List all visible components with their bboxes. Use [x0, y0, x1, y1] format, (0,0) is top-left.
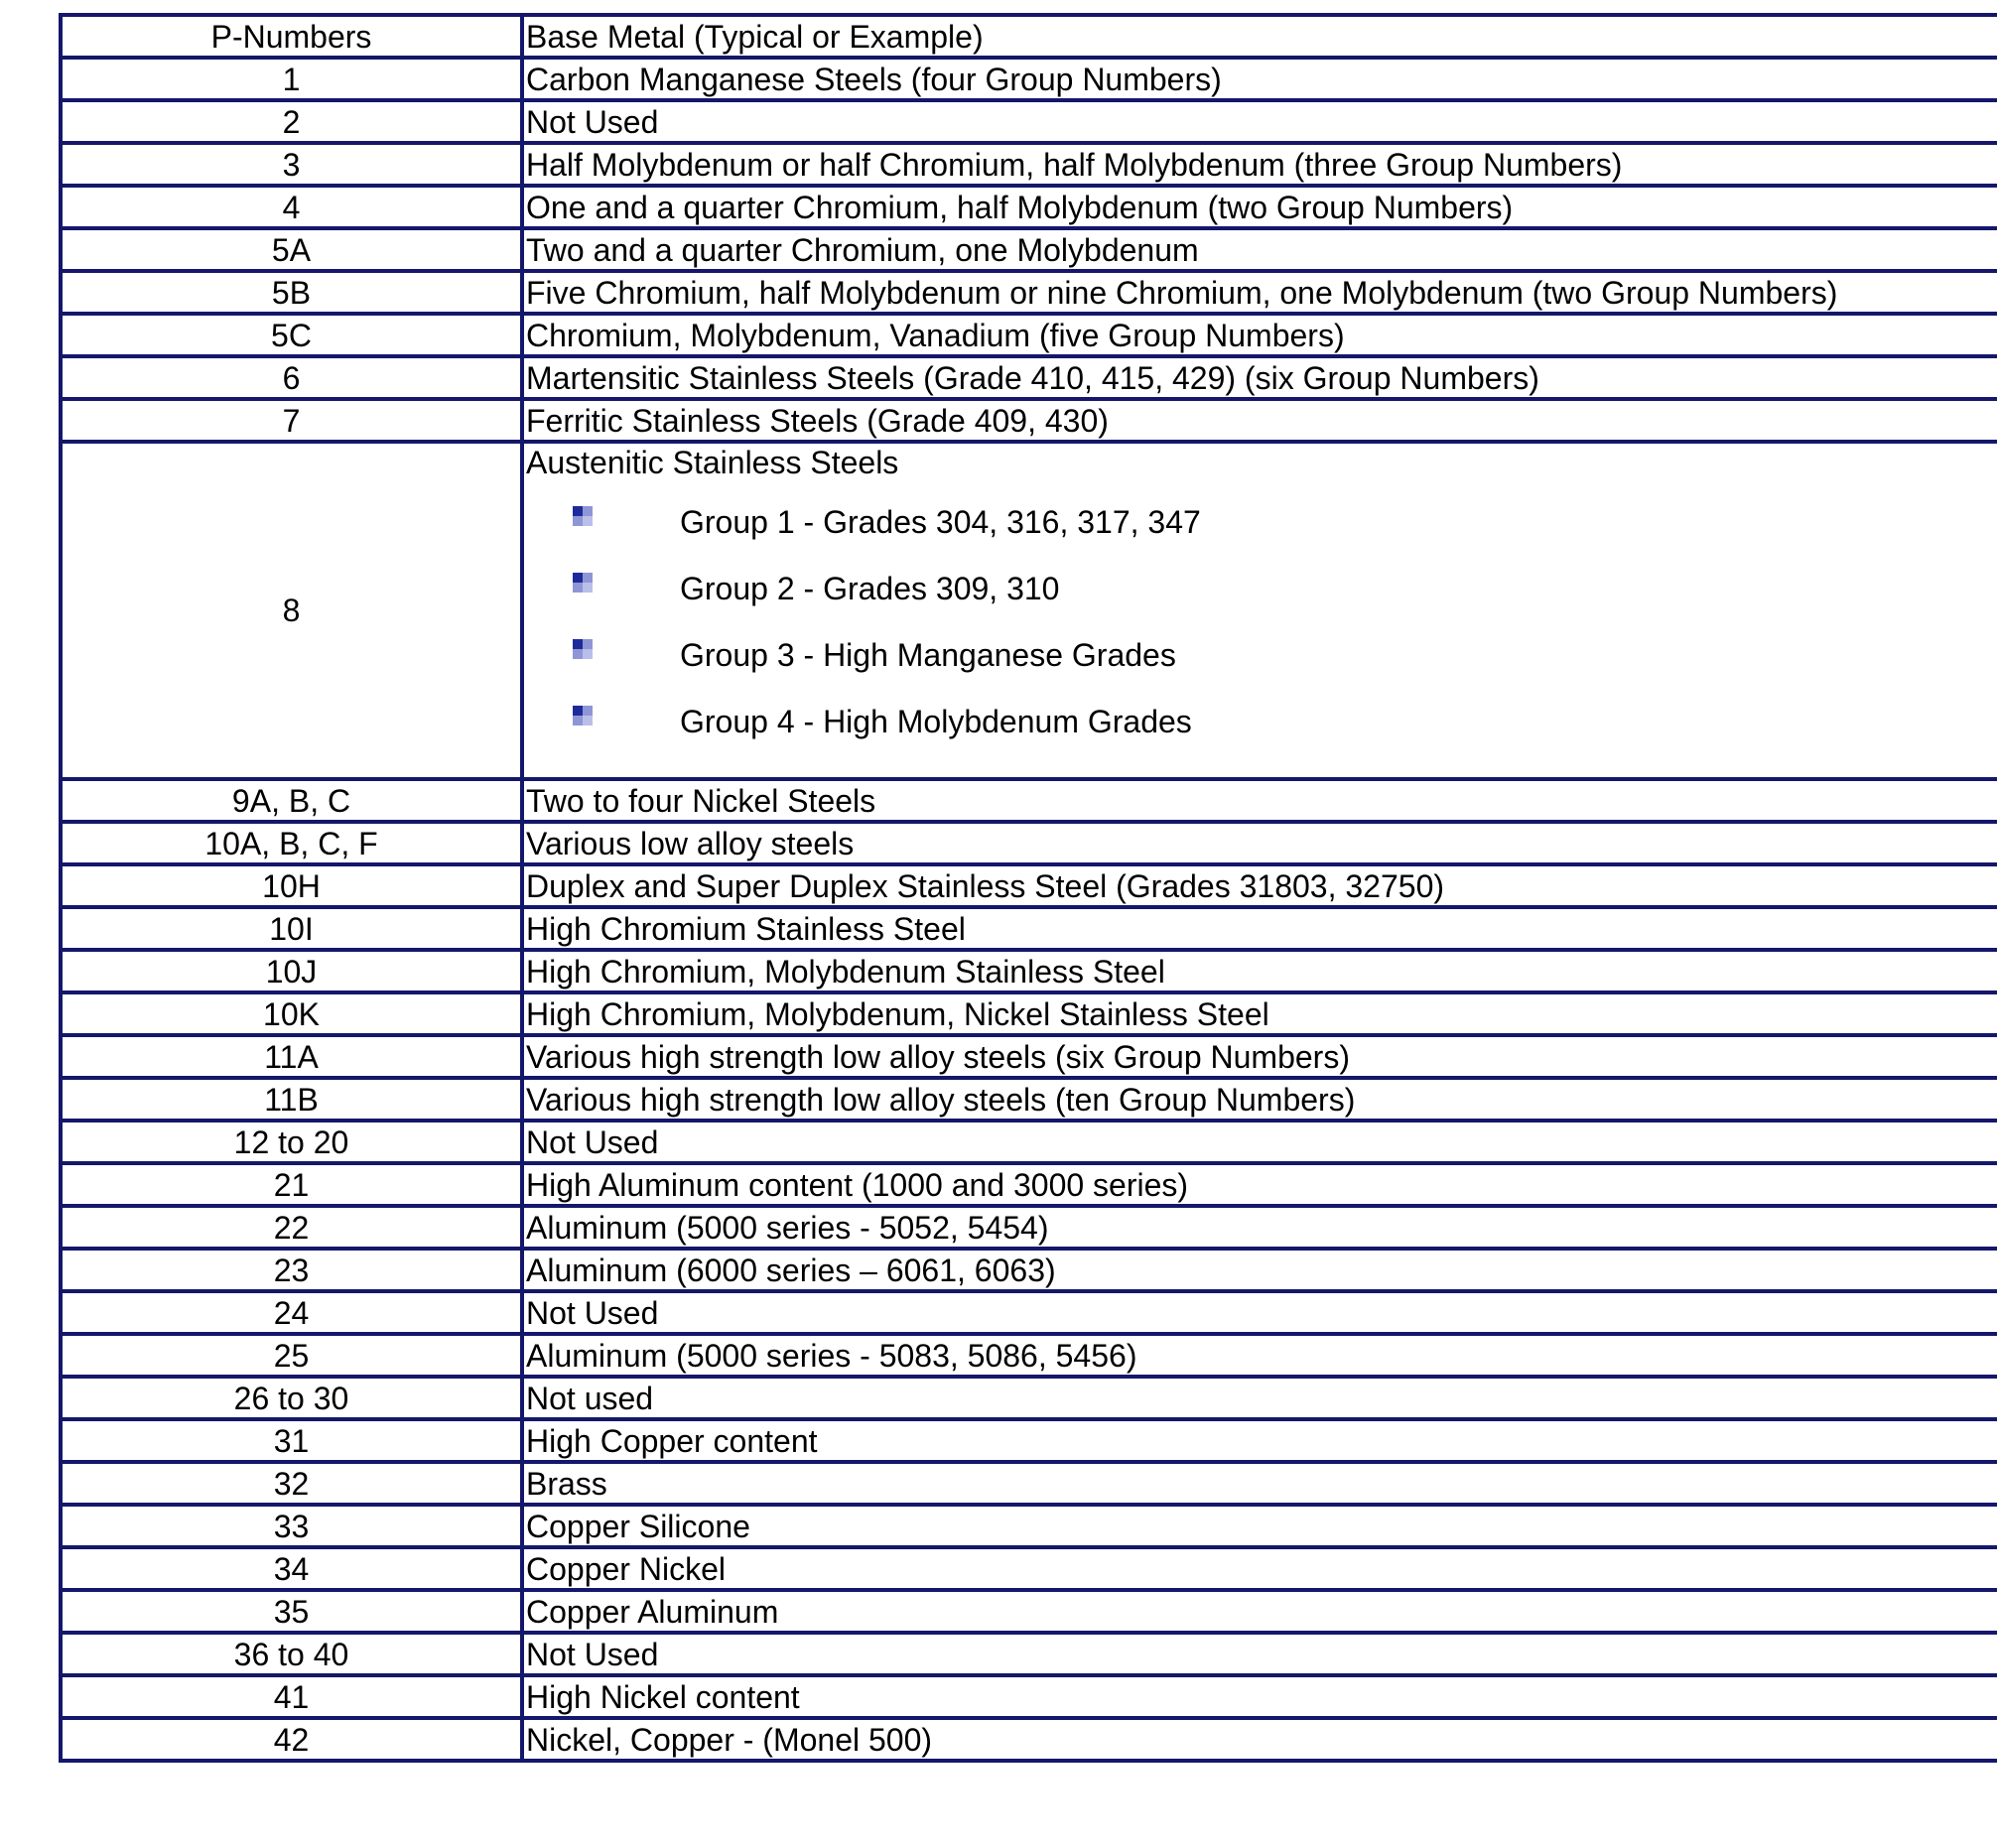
- table-row: [61, 1377, 1997, 1419]
- base-metal-cell: Various low alloy steels: [522, 822, 1997, 864]
- table-row: [61, 1718, 1997, 1761]
- base-metal-cell: Two and a quarter Chromium, one Molybdenum: [522, 228, 1997, 271]
- p-number-cell: 42: [61, 1718, 522, 1761]
- table-row: [61, 1419, 1997, 1462]
- p-number-cell: 25: [61, 1334, 522, 1377]
- group-list-item: [526, 489, 1997, 556]
- p-number-cell: 12 to 20: [61, 1121, 522, 1163]
- p-number-cell: 32: [61, 1462, 522, 1505]
- base-metal-cell: Brass: [522, 1462, 1997, 1505]
- table-row: [61, 1121, 1997, 1163]
- p-number-cell: 34: [61, 1547, 522, 1590]
- p-number-cell: 1: [61, 58, 522, 100]
- table-row: [61, 356, 1997, 399]
- table-row: [61, 1590, 1997, 1633]
- p-number-cell: 35: [61, 1590, 522, 1633]
- group-list-item: [526, 622, 1997, 689]
- base-metal-cell: Aluminum (5000 series - 5052, 5454): [522, 1206, 1997, 1249]
- group-list-item: [526, 689, 1997, 755]
- table-row: [61, 779, 1997, 822]
- base-metal-cell: Martensitic Stainless Steels (Grade 410, 415, 429) (six Group Numbers): [522, 356, 1997, 399]
- header-row: [61, 15, 1997, 58]
- p-number-cell: 5A: [61, 228, 522, 271]
- base-metal-cell: Copper Aluminum: [522, 1590, 1997, 1633]
- p-number-cell: 33: [61, 1505, 522, 1547]
- table-row: [61, 399, 1997, 442]
- p-number-cell: 10A, B, C, F: [61, 822, 522, 864]
- base-metal-cell: One and a quarter Chromium, half Molybdenum (two Group Numbers): [522, 186, 1997, 228]
- p-number-cell: 10J: [61, 950, 522, 992]
- base-metal-cell: Copper Nickel: [522, 1547, 1997, 1590]
- table-row: [61, 1462, 1997, 1505]
- base-metal-cell: Carbon Manganese Steels (four Group Numbers): [522, 58, 1997, 100]
- table-row: [61, 314, 1997, 356]
- base-metal-cell: High Nickel content: [522, 1675, 1997, 1718]
- base-metal-cell: Copper Silicone: [522, 1505, 1997, 1547]
- p-number-cell: 9A, B, C: [61, 779, 522, 822]
- table-row: [61, 1035, 1997, 1078]
- table-row: [61, 950, 1997, 992]
- p-number-cell: 26 to 30: [61, 1377, 522, 1419]
- table-row-austenitic: [61, 442, 1997, 779]
- p-numbers-table: [59, 13, 1997, 1763]
- base-metal-cell: High Aluminum content (1000 and 3000 series): [522, 1163, 1997, 1206]
- group-text: Group 2 - Grades 309, 310: [680, 571, 1060, 606]
- base-metal-cell: Half Molybdenum or half Chromium, half Molybdenum (three Group Numbers): [522, 143, 1997, 186]
- square-bullet-icon: [573, 573, 593, 593]
- p-number-cell: 3: [61, 143, 522, 186]
- table-row: [61, 186, 1997, 228]
- header-base-metal: Base Metal (Typical or Example): [522, 15, 1997, 58]
- table-row: [61, 1249, 1997, 1291]
- table-row: [61, 1675, 1997, 1718]
- p-number-cell: 11A: [61, 1035, 522, 1078]
- base-metal-cell: High Chromium Stainless Steel: [522, 907, 1997, 950]
- p-number-cell: 5C: [61, 314, 522, 356]
- base-metal-cell: Nickel, Copper - (Monel 500): [522, 1718, 1997, 1761]
- table-row: [61, 864, 1997, 907]
- base-metal-cell: Not Used: [522, 1633, 1997, 1675]
- group-text: Group 4 - High Molybdenum Grades: [680, 704, 1192, 739]
- table-row: [61, 1206, 1997, 1249]
- p-number-cell: 5B: [61, 271, 522, 314]
- p-number-cell: 10K: [61, 992, 522, 1035]
- base-metal-cell: [522, 442, 1997, 779]
- base-metal-cell: Chromium, Molybdenum, Vanadium (five Group Numbers): [522, 314, 1997, 356]
- square-bullet-icon: [573, 706, 593, 726]
- table-row: [61, 1633, 1997, 1675]
- base-metal-cell: Various high strength low alloy steels (ten Group Numbers): [522, 1078, 1997, 1121]
- base-metal-cell: Aluminum (6000 series – 6061, 6063): [522, 1249, 1997, 1291]
- base-metal-cell: Not Used: [522, 100, 1997, 143]
- group-text: Group 3 - High Manganese Grades: [680, 637, 1176, 673]
- table-row: [61, 1163, 1997, 1206]
- p-number-cell: 6: [61, 356, 522, 399]
- table-row: [61, 100, 1997, 143]
- table-row: [61, 271, 1997, 314]
- p-number-cell: 10I: [61, 907, 522, 950]
- p-number-cell: 36 to 40: [61, 1633, 522, 1675]
- base-metal-heading: Austenitic Stainless Steels: [526, 445, 899, 480]
- p-number-cell: 31: [61, 1419, 522, 1462]
- p-number-cell: 2: [61, 100, 522, 143]
- base-metal-cell: Duplex and Super Duplex Stainless Steel (Grades 31803, 32750): [522, 864, 1997, 907]
- group-text: Group 1 - Grades 304, 316, 317, 347: [680, 504, 1201, 540]
- table-row: [61, 822, 1997, 864]
- p-number-cell: 8: [61, 442, 522, 779]
- table-row: [61, 1078, 1997, 1121]
- base-metal-cell: Two to four Nickel Steels: [522, 779, 1997, 822]
- p-number-cell: 22: [61, 1206, 522, 1249]
- table-row: [61, 1291, 1997, 1334]
- base-metal-cell: Not used: [522, 1377, 1997, 1419]
- base-metal-cell: High Chromium, Molybdenum Stainless Steel: [522, 950, 1997, 992]
- base-metal-cell: High Copper content: [522, 1419, 1997, 1462]
- group-list: [526, 489, 1997, 755]
- p-number-cell: 11B: [61, 1078, 522, 1121]
- p-number-cell: 7: [61, 399, 522, 442]
- base-metal-cell: High Chromium, Molybdenum, Nickel Stainless Steel: [522, 992, 1997, 1035]
- table-row: [61, 1334, 1997, 1377]
- base-metal-cell: Ferritic Stainless Steels (Grade 409, 430): [522, 399, 1997, 442]
- p-number-cell: 10H: [61, 864, 522, 907]
- table-row: [61, 907, 1997, 950]
- base-metal-cell: Five Chromium, half Molybdenum or nine Chromium, one Molybdenum (two Group Numbers): [522, 271, 1997, 314]
- base-metal-cell: Not Used: [522, 1121, 1997, 1163]
- p-number-cell: 21: [61, 1163, 522, 1206]
- table-row: [61, 143, 1997, 186]
- table-row: [61, 1505, 1997, 1547]
- p-number-cell: 23: [61, 1249, 522, 1291]
- table-row: [61, 228, 1997, 271]
- header-p-numbers: P-Numbers: [61, 15, 522, 58]
- group-list-item: [526, 556, 1997, 622]
- base-metal-cell: Aluminum (5000 series - 5083, 5086, 5456): [522, 1334, 1997, 1377]
- table-row: [61, 1547, 1997, 1590]
- p-numbers-sheet: [59, 13, 1997, 1848]
- square-bullet-icon: [573, 639, 593, 659]
- p-number-cell: 41: [61, 1675, 522, 1718]
- table-row: [61, 992, 1997, 1035]
- table-row: [61, 58, 1997, 100]
- base-metal-cell: Various high strength low alloy steels (six Group Numbers): [522, 1035, 1997, 1078]
- p-number-cell: 24: [61, 1291, 522, 1334]
- base-metal-cell: Not Used: [522, 1291, 1997, 1334]
- p-number-cell: 4: [61, 186, 522, 228]
- square-bullet-icon: [573, 506, 593, 526]
